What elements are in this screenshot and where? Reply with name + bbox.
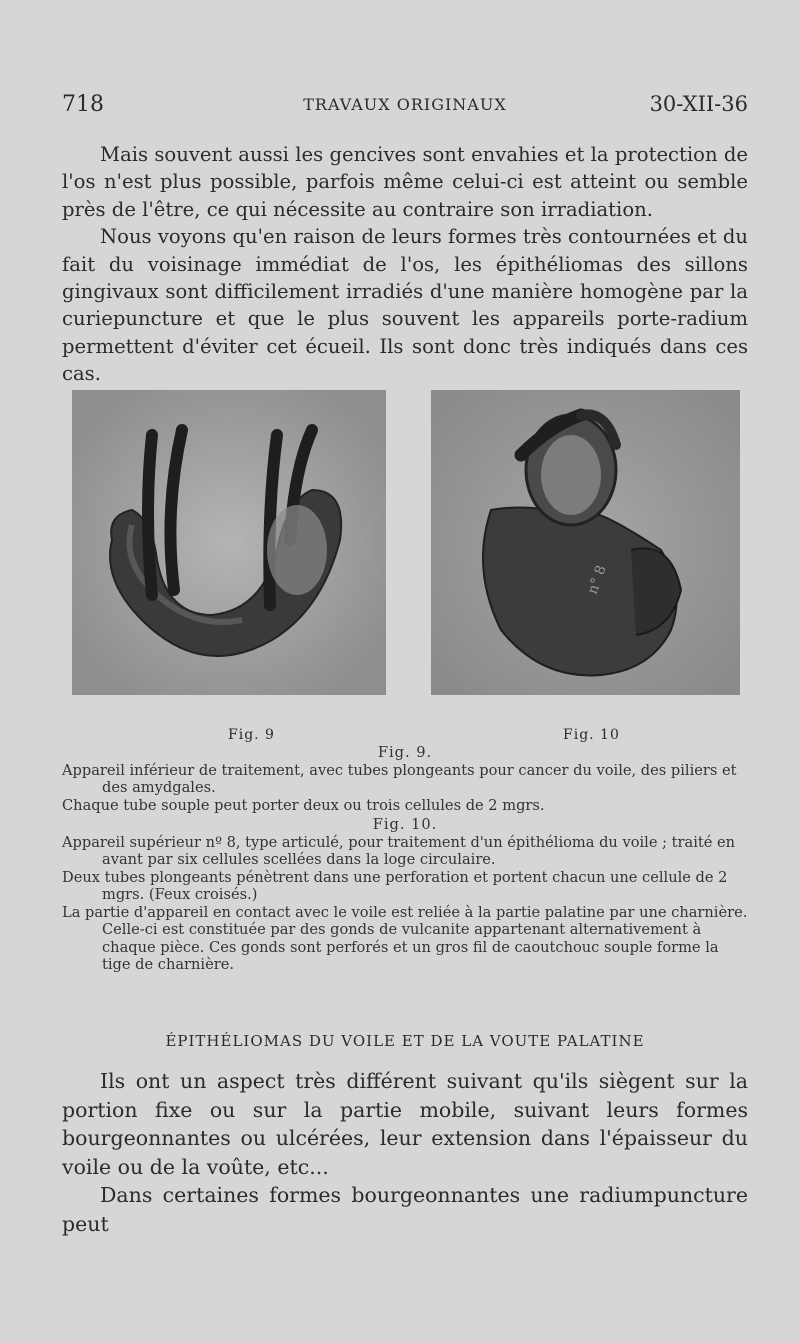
apparatus-upper-illustration [431, 390, 740, 695]
caption-line: La partie d'appareil en contact avec le voile est reliée à la partie palatine par une charnière. Celle-ci est constituée par des gonds de vulcanite appartenant alternativement à chaque pièce. Ces gonds sont perforés et un gros fil de caoutchouc souple forme la tige de charnière. [62, 903, 748, 973]
caption-line: Deux tubes plongeants pénètrent dans une perforation et portent chacun une cellule de 2 mgrs. (Feux croisés.) [62, 868, 728, 903]
figure-captions [62, 744, 748, 974]
section-text [62, 1067, 748, 1239]
caption-line: Chaque tube souple peut porter deux ou trois cellules de 2 mgrs. [62, 796, 545, 814]
apparatus-lower-illustration [72, 390, 386, 695]
page-number: 718 [62, 92, 104, 117]
figure-9-label: Fig. 9 [228, 727, 275, 743]
running-title: TRAVAUX ORIGINAUX [303, 95, 507, 114]
paragraph: Nous voyons qu'en raison de leurs formes très contournées et du fait du voisinage immédiat de l'os, les épithéliomas des sillons gingivaux sont difficilement irradiés d'une manière homogène par la curiepuncture et que le plus souvent les appareils porte-radium permettent d'éviter cet écueil. Ils sont donc très indiqués dans ces cas. [62, 225, 748, 386]
caption-line: Appareil inférieur de traitement, avec tubes plongeants pour cancer du voile, des piliers et des amydgales. [62, 761, 737, 796]
figure-10-label: Fig. 10 [563, 727, 620, 743]
section-title: ÉPITHÉLIOMAS DU VOILE ET DE LA VOUTE PALATINE [165, 1032, 645, 1050]
figure-10-photo [431, 390, 740, 695]
caption-fig9-heading: Fig. 9. [377, 744, 433, 761]
issue-date: 30-XII-36 [649, 92, 748, 116]
paragraph: Dans certaines formes bourgeonnantes une radiumpuncture peut [62, 1183, 748, 1236]
paragraph: Ils ont un aspect très différent suivant qu'ils siègent sur la portion fixe ou sur la partie mobile, suivant leurs formes bourgeonnantes ou ulcérées, leur extension dans l'épaisseur du voile ou de la voûte, etc... [62, 1069, 748, 1179]
paragraph: Mais souvent aussi les gencives sont envahies et la protection de l'os n'est plus possible, parfois même celui-ci est atteint ou semble près de l'être, ce qui nécessite au contraire son irradiation. [62, 143, 748, 221]
svg-text:n° 8: n° 8 [584, 563, 610, 597]
page-header [62, 92, 748, 122]
caption-fig10-heading: Fig. 10. [372, 816, 438, 833]
figure-9-photo [72, 390, 386, 695]
caption-line: Appareil supérieur nº 8, type articulé, pour traitement d'un épithélioma du voile ; traité en avant par six cellules scellées dans la loge circulaire. [62, 833, 736, 868]
intro-text [62, 141, 748, 388]
